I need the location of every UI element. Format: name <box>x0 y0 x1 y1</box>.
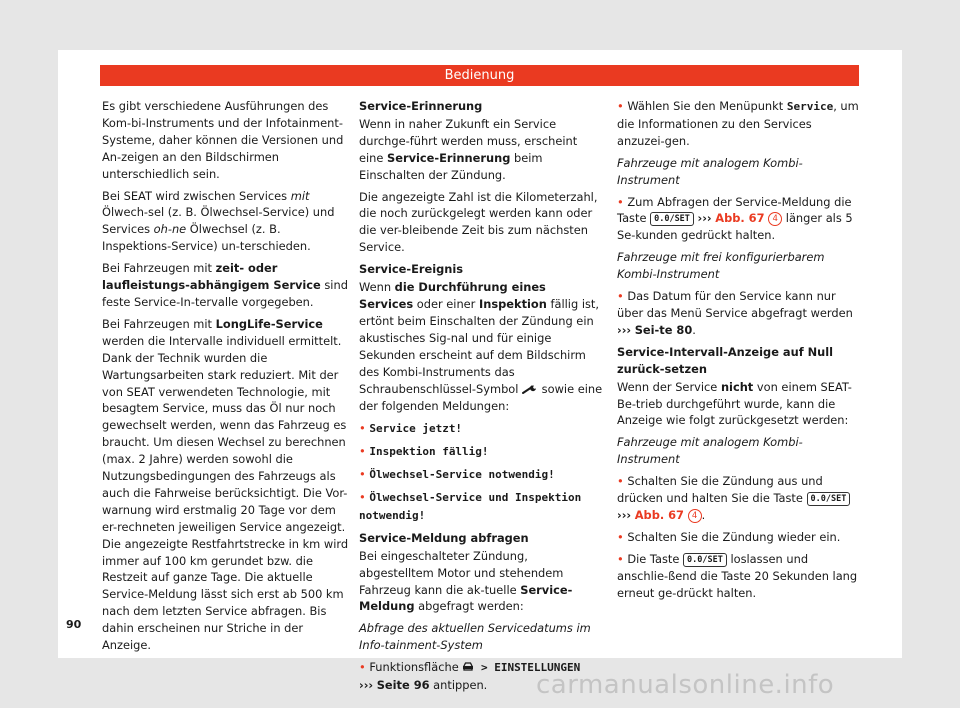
text-bold: LongLife-Service <box>215 316 323 331</box>
text: oder einer <box>413 296 479 311</box>
text: von einem SEAT-Be-trieb durchgeführt wurde, kann die Anzeige wie folgt zurückgesetzt werden: <box>617 379 852 428</box>
message-text: Inspektion fällig! <box>369 445 489 459</box>
message-item <box>359 443 603 461</box>
message-item <box>359 489 603 525</box>
paragraph: Die angezeigte Zahl ist die Kilometerzahl, die noch zurückgelegt werden kann oder die ver-bleibende Zeit bis zum nächsten Service. <box>359 189 598 255</box>
section-heading: Service-Ereignis <box>359 262 464 277</box>
text: Ölwech-sel (z. B. Ölwechsel-Service) und Services <box>102 205 335 237</box>
text: werden die Intervalle individuell ermittelt. Dank der Technik wurden die Wartungsarbeiten stark reduziert. Mit der von SEAT verwendeten Technologie, mit besagtem Service, muss das Öl nur noch gewechselt werden, wenn das Fahrzeug es braucht. Um diesen Wechsel zu berechnen (max. 2 Jahre) werden sowohl die Nutzungsbedingungen des Fahrzeugs als auch die Fahrweise berücksichtigt. Die Vor-warnung wird erstmalig 20 Tage vor dem er-rechneten jeweiligen Service angezeigt. Die angezeigte Restfahrtstrecke in km wird immer auf 100 km gerundet bzw. die Restzeit auf ganze Tage. Die aktuelle Service-Meldung lässt sich erst ab 500 km nach dem letzten Service abfragen. Bis dahin erscheinen nur Striche in der Anzeige. <box>102 333 349 653</box>
text: Bei eingeschalteter Zündung, abgestelltem Motor und stehendem Fahrzeug kann die ak-tuelle <box>359 548 564 597</box>
paragraph <box>102 316 349 654</box>
arrows: ››› <box>359 678 374 693</box>
set-key-icon: 0.0/SET <box>683 553 727 567</box>
page-reference[interactable]: Sei-te 80 <box>634 322 693 337</box>
bullet-item <box>617 473 862 524</box>
text-bold: Service-Erinnerung <box>387 150 511 165</box>
italic-subheading: Fahrzeuge mit analogem Kombi-Instrument <box>617 155 803 187</box>
set-key-icon: 0.0/SET <box>807 492 851 506</box>
text: Bei Fahrzeugen mit <box>102 261 216 276</box>
paragraph <box>102 188 349 256</box>
set-key-icon: 0.0/SET <box>650 212 694 226</box>
bullet: • <box>359 660 366 675</box>
text: Das Datum für den Service kann nur über das Menü Service abgefragt werden <box>617 289 853 320</box>
bullet: • <box>617 99 624 113</box>
text: . <box>692 322 696 337</box>
paragraph <box>102 260 349 311</box>
text: fällig ist, ertönt beim Einschalten der Zündung ein akustisches Sig-nal und für einige Sekunden erscheint auf dem Bildschirm des Kombi-Instruments das Schraubenschlüssel-Symbol <box>359 296 600 396</box>
menu-path: > EINSTELLUNGEN <box>474 661 581 675</box>
bullet: • <box>617 551 624 566</box>
section-header: Bedienung <box>100 65 859 86</box>
figure-reference[interactable]: Abb. 67 <box>715 211 765 226</box>
text: Schalten Sie die Zündung wieder ein. <box>627 529 841 544</box>
bullet: • <box>359 467 366 482</box>
message-text: Ölwechsel-Service und Inspektion notwendig! <box>359 491 582 522</box>
message-text: Ölwechsel-Service notwendig! <box>369 468 555 482</box>
arrows: ››› <box>697 211 712 226</box>
bullet: • <box>359 490 366 505</box>
section-heading: Service-Meldung abfragen <box>359 530 529 545</box>
text: Ölwechsel (z. B. Inspektions-Service) un-terschieden. <box>102 222 311 254</box>
section-heading: Service-Erinnerung <box>359 99 483 113</box>
paragraph <box>359 116 603 184</box>
figure-reference[interactable]: Abb. 67 <box>634 507 684 522</box>
watermark: carmanualsonline.info <box>536 670 835 700</box>
text-bold: die Durchführung eines Services <box>359 280 546 311</box>
bullet: • <box>617 474 624 489</box>
paragraph <box>617 379 862 430</box>
text: Zum Abfragen der Service-Meldung die Taste <box>617 194 852 226</box>
text-bold: zeit- oder laufleistungs-abhängigem Service <box>102 261 321 293</box>
italic-subheading: Abfrage des aktuellen Servicedatums im Info-tainment-System <box>359 621 591 653</box>
column-1 <box>102 98 349 659</box>
message-text: Service jetzt! <box>369 422 463 436</box>
text: sind feste Service-In-tervalle vorgegeben. <box>102 278 348 309</box>
text: abgefragt werden: <box>414 599 524 614</box>
bullet-item <box>617 194 862 245</box>
text: loslassen und anschlie-ßend die Taste 20 Sekunden lang erneut ge-drückt halten. <box>617 551 858 600</box>
text: Wenn <box>359 280 395 295</box>
bullet-item <box>617 288 862 339</box>
arrows: ››› <box>617 322 632 337</box>
bullet: • <box>617 529 624 544</box>
page-reference[interactable]: Seite 96 <box>376 678 430 693</box>
callout-number: 4 <box>688 509 702 523</box>
paragraph <box>359 548 603 616</box>
column-2 <box>359 98 603 699</box>
text: , um die Informationen zu den Services anzuzei-gen. <box>617 99 859 148</box>
message-item <box>359 420 603 438</box>
text: beim Einschalten der Zündung. <box>359 150 543 182</box>
text: Schalten Sie die Zündung aus und drücken und halten Sie die Taste <box>617 474 823 506</box>
text-bold: Service-Meldung <box>359 582 573 614</box>
section-heading: Service-Intervall-Anzeige auf Null zurück-setzen <box>617 344 834 376</box>
text: antippen. <box>429 678 488 693</box>
text: Wenn in naher Zukunft ein Service durchge-führt werden muss, erscheint eine <box>359 116 578 165</box>
bullet-item <box>617 551 862 602</box>
text-italic: oh-ne <box>153 222 187 237</box>
bullet: • <box>617 194 624 209</box>
bullet-item <box>617 529 862 546</box>
italic-subheading: Fahrzeuge mit frei konfigurierbarem Kombi-Instrument <box>617 250 825 282</box>
callout-number: 4 <box>768 212 782 226</box>
bullet: • <box>617 289 624 304</box>
text: Bei Fahrzeugen mit <box>102 316 216 331</box>
text: . <box>701 507 706 522</box>
text-italic: mit <box>290 188 310 203</box>
text-bold: Inspektion <box>478 296 547 311</box>
message-item <box>359 466 603 484</box>
bullet: • <box>359 421 366 436</box>
bullet: • <box>359 444 366 459</box>
paragraph <box>359 279 603 415</box>
text: Wenn der Service <box>617 379 721 394</box>
text: Wählen Sie den Menüpunkt <box>627 99 787 113</box>
wrench-icon <box>522 382 538 399</box>
text: sowie eine der folgenden Meldungen: <box>359 381 603 414</box>
page-number: 90 <box>66 618 82 631</box>
text: länger als 5 Se-kunden gedrückt halten. <box>617 211 853 243</box>
text: Die Taste <box>627 551 683 566</box>
column-3 <box>617 98 862 606</box>
paragraph: Es gibt verschiedene Ausführungen des Kom-bi-Instruments und der Infotainment-Systeme, daher können die Versionen und An-zeigen an den Bildschirmen unterschiedlich sein. <box>102 99 344 181</box>
car-menu-icon <box>462 660 474 677</box>
text: Funktionsfläche <box>369 660 463 675</box>
italic-subheading: Fahrzeuge mit analogem Kombi-Instrument <box>617 435 803 467</box>
arrows: ››› <box>617 507 632 522</box>
bullet-item <box>617 98 862 150</box>
text-bold: nicht <box>720 379 754 394</box>
menu-item-text: Service <box>786 100 834 113</box>
text: Bei SEAT wird zwischen Services <box>102 188 291 203</box>
